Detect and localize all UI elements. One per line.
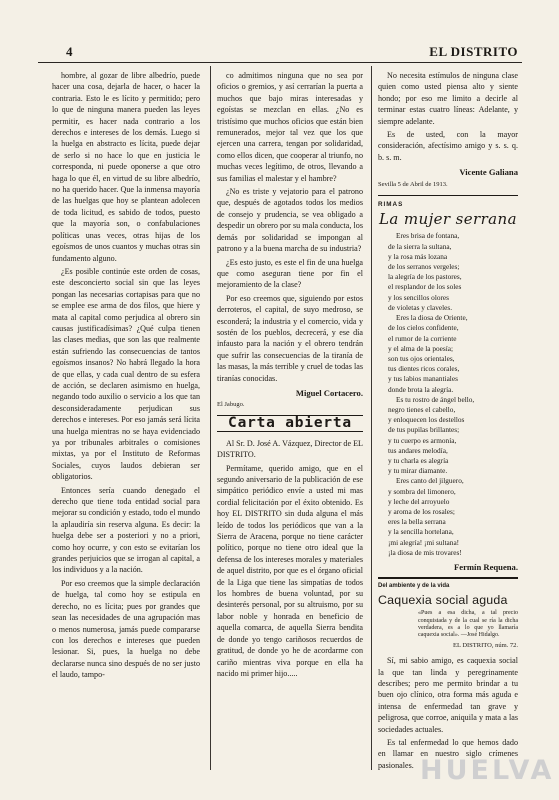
- poem-signature: Fermín Requena.: [454, 561, 518, 572]
- poem-line: Eres la diosa de Oriente,: [396, 313, 468, 323]
- poem-line: la alegría de los pastores,: [388, 272, 462, 282]
- poem-line: de la sierra la sultana,: [388, 241, 452, 251]
- poem-line: Eres canto del jilguero,: [396, 476, 464, 486]
- poem-line: ¡mi alegría! ¡mi sultana!: [388, 537, 460, 547]
- section-label-rimas: RIMAS: [378, 195, 518, 210]
- poem-line: y la sencilla hortelana,: [388, 527, 454, 537]
- letter-address: Al Sr. D. José A. Vázquez, Director de EL DISTRITO.: [217, 438, 363, 460]
- poem-line: y la rosa más lozana: [388, 251, 448, 261]
- poem-line: y tu cuerpo es armonía,: [388, 435, 457, 445]
- poem-line: y enloquecen los destellos: [388, 415, 465, 425]
- letter-paragraph: Permítame, querido amigo, que en el segundo aniversario de la publicación de ese simpático periódico envíe a usted mi mas cordial felicitación por el éxito obtenido. Es hoy EL DISTRITO sin duda alguna el más leído de todos los periódicos que van a la Sierra de Aracena, porque no tiene carácter político, porque no tiene otro ideal que la defensa de los intereses morales y materiales de aquel distrito, por que es el órgano oficial de la Liga que tiene las simpatías de todos los hombres de buena voluntad, por su desinterés personal, por su altruismo, por su labor noble y honrada en beneficio de aquella comarca, de aquella Sierra bendita de donde yo tengo cariñosos recuerdos de gratitud, de donde yo he de acordarme con cariño mientras viva porque en ella ha nacido mi primer hijo.....: [217, 463, 363, 678]
- page-number: 4: [66, 44, 73, 59]
- poem-line: y los sencillos olores: [388, 292, 450, 302]
- poem-line: el rumor de la corriente: [388, 333, 457, 343]
- poem-line: y sombra del limonero,: [388, 486, 456, 496]
- article-paragraph: Por eso creemos que, siguiendo por estos derroteros, el capital, de suyo medroso, se esconderá; la industria y el comercio, vida y sostén de los pueblos, decrecerá, y ese día infausto para la nación y el obrero tendrán que sufrir las consecuencias de la tiranía de las masas, la más terrible y cruel de todas las tiranías conocidas.: [217, 293, 363, 383]
- column-3: [378, 70, 518, 770]
- article-title: Caquexia social aguda: [378, 592, 508, 607]
- article-paragraph: ¿Es posible continúe este orden de cosas, este desconcierto social sin que las leyes pongan las necesarias cortapisas para que no se emplee ese arma de dos filos, que hiere y mata al capital como perjudica al obrero sin causas justificadísimas? ¿Qué culpa tienen las clases medias, que son las que realmente están sufriendo las consecuencias de tantos egoísmos insanos? No habrá llegado la hora de que ellas, y cada cual dentro de su esfera de acción, se declaren asimismo en huelga, negando todo auxilio o servicio a los que tan desconsideradamente perjudican sus derechos e intereses. Por eso jamás será lícita una huelga mientras no se haya evidenciado ya por tribunales arbitrales o comisiones mixtas, ya por el Instituto de Reformas Sociales, cuyos laudos debieran ser obligatorios.: [52, 266, 200, 482]
- poem-line: negro tienes el cabello,: [388, 404, 456, 414]
- article-paragraph: Sí, mi sabio amigo, es caquexia social la que tan linda y peregrinamente describes; pero me permito brindar a tu buen ojo clínico, otra forma más aguda e intensa de enfermedad tan grave y peligrosa, que corroe, aniquila y mata a las sociedades actuales.: [378, 656, 518, 734]
- poem-line: de los cielos confidente,: [388, 323, 459, 333]
- poem-line: Eres brisa de fontana,: [396, 231, 460, 241]
- epigraph: «Pues a esa dicha, a tal precio conquistada y de la cual se ría la dicha verdadera, es a lo que yo llamaría caquexia social». —José Hidalgo.: [418, 610, 518, 639]
- article-paragraph: Entonces sería cuando denegado el derecho que tiene toda entidad social para mejorar su condición y estado, todo el mundo la aplaudiría sin reserva alguna. Es decir: la huelga debe ser a posteriori y no a priori, como hoy ocurre, y con esto se evitarían los grandes perjuicios que se irrogan al capital, a los individuos y a la nación.: [52, 485, 200, 575]
- poem-line: tus andares melodía,: [388, 445, 448, 455]
- poem-line: y el alma de la poesía;: [388, 343, 454, 353]
- article-paragraph: Es tal enfermedad lo que hemos dado en llamar en nuestro siglo crímenes pasionales.: [378, 738, 518, 770]
- article-paragraph: ¿Es esto justo, es este el fin de una huelga que como aseguran tiene por fin el mejoramiento de la clase?: [217, 257, 363, 290]
- poem-line: y tu mirar diamante.: [388, 466, 448, 476]
- letter-dateline: Sevilla 5 de Abril de 1913.: [378, 180, 448, 188]
- article-paragraph: Por eso creemos que la simple declaración de huelga, tal como hoy se estipula en derecho, no es lícita; pues por grandes que sean las necesidades de una agrupación mas o menos numerosa, jamás puede compararse con los derechos e intereses que pueden lesionar. Si, pues, la huelga no debe declararse nunca sino después de no ser justo el laudo, tampo-: [52, 578, 200, 680]
- letter-paragraph: No necesita estímulos de ninguna clase quien como usted piensa alto y siente hondo; por eso me limito a decirle al terminar estas cuatro líneas: Adelante, y siempre adelante.: [378, 71, 518, 126]
- poem-line: el resplandor de los soles: [388, 282, 462, 292]
- column-rule: [371, 66, 372, 770]
- column-rule: [210, 66, 211, 770]
- article-source: El Jabugo.: [217, 401, 245, 409]
- letter-paragraph: Es de usted, con la mayor consideración, afectísimo amigo y s. s. q. b. s. m.: [378, 130, 518, 162]
- poem-line: de violetas y claveles.: [388, 302, 453, 312]
- letter-signature: Vicente Galiana: [459, 167, 518, 178]
- poem-body: [388, 231, 518, 558]
- poem-line: y tus labios manantiales: [388, 374, 458, 384]
- publication-name: EL DISTRITO: [429, 44, 518, 59]
- poem-title: La mujer serrana: [379, 210, 517, 229]
- article-paragraph: hombre, al gozar de libre albedrío, puede hacer una cosa, dejarla de hacer, o hacer la contraria. Esto le es lícito y permitido; pero lo que de ninguna manera pueden las leyes permitir, es hacer nada contrario a los derechos e intereses de los demás. Luego si la huelga en abstracto es lícita, puede dejar de serlo si no hace lo que en justicia le corresponda, ni puede oponerse a que otro haga lo que él, en virtud de su libre albedrío, no ha querido hacer. Que la inmensa mayoría de las huelgas que hoy se plantean adolecen de toda licitud, es sabido de todos, puesto que la mayoría son, o confabulaciones políticas unas veces, otras hijas de los egoísmos de unos cuantos y muchas otras sin fundamento alguno.: [52, 71, 200, 263]
- section-label: Del ambiente y de la vida: [378, 577, 518, 592]
- poem-line: Es tu rostro de ángel bello,: [396, 394, 475, 404]
- poem-line: tus dientes ricos corales,: [388, 364, 460, 374]
- poem-line: y aroma de los rosales;: [388, 506, 455, 516]
- letter-title: Carta abierta: [217, 415, 363, 431]
- page-header: [38, 44, 522, 63]
- epigraph-source: EL DISTRITO, núm. 72.: [453, 641, 518, 649]
- article-paragraph: ¿No es triste y vejatorio para el patrono que, después de agotados todos los medios de consejo y prudencia, se vea obligado a despedir un obrero por su mala conducta, los demás por solidaridad se impongan al patrono y a la buena marcha de su industria?: [217, 187, 363, 254]
- archive-watermark: HUELVA: [420, 755, 555, 786]
- article-signature: Miguel Cortacero.: [295, 387, 363, 398]
- poem-line: de los serranos vergeles;: [388, 262, 460, 272]
- poem-line: ¡la diosa de mis trovares!: [388, 547, 462, 557]
- poem-line: eres la bella serrana: [388, 517, 446, 527]
- column-2: [217, 70, 363, 770]
- poem-line: y leche del arroyuelo: [388, 496, 450, 506]
- article-paragraph: co admitimos ninguna que no sea por oficios o gremios, y así cerrarían la puerta a muchos que bajo miras interesadas y egoístas se mezclan en ellas. ¿No es tristísimo que muchos oficios que están bien remunerados, mejor tal vez que los que ejercen una carrera, tengan por solidaridad, como ellos dicen, que cooperar al triunfo, no muchas veces legítimo, de otros, llevando a sus familias el malestar y el hambre?: [217, 71, 363, 183]
- poem-line: de tus pupilas brillantes;: [388, 425, 460, 435]
- column-1: [52, 70, 200, 770]
- poem-line: son tus ojos orientales,: [388, 353, 455, 363]
- poem-line: y tu charla es alegría: [388, 455, 449, 465]
- poem-line: donde brota la alegría.: [388, 384, 454, 394]
